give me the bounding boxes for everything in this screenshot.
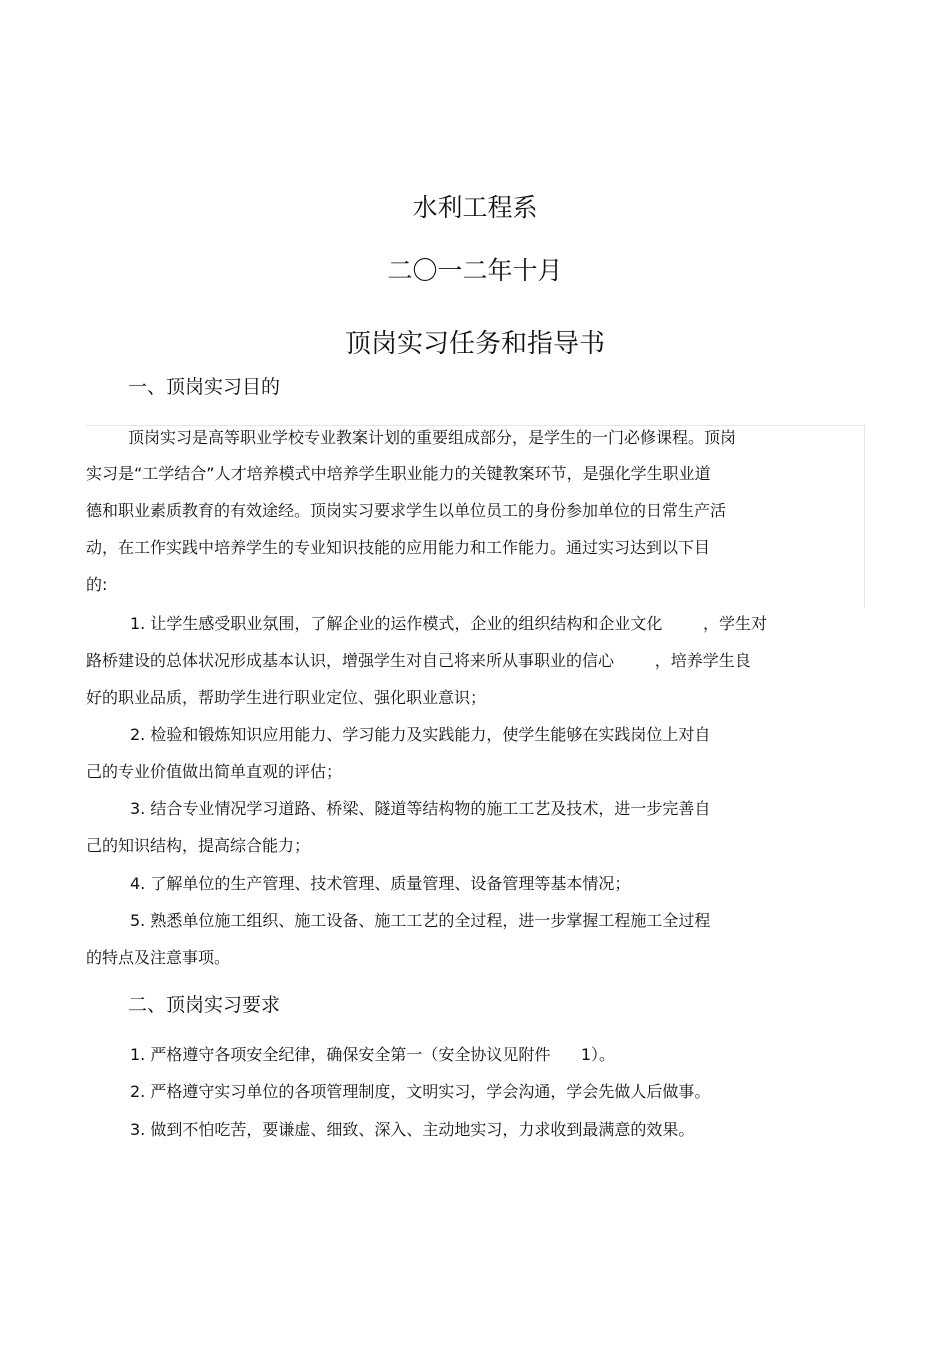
intro-line: 德和职业素质教育的有效途经。顶岗实习要求学生以单位员工的身份参加单位的日常生产活: [86, 501, 727, 520]
requirement-item-3: 3. 做到不怕吃苦，要谦虚、细致、深入、主动地实习，力求收到最满意的效果。: [130, 1120, 695, 1139]
document-date: 二〇一二年十月: [387, 256, 563, 285]
intro-line: 的:: [86, 575, 108, 594]
requirement-item-2: 2. 严格遵守实习单位的各项管理制度，文明实习，学会沟通，学会先做人后做事。: [130, 1082, 711, 1101]
section-heading-requirements: 二、顶岗实习要求: [128, 994, 281, 1016]
purpose-item-3-line: 己的知识结构，提高综合能力；: [86, 836, 311, 855]
department-name: 水利工程系: [412, 193, 538, 222]
purpose-item-4-line: 4. 了解单位的生产管理、技术管理、质量管理、设备管理等基本情况；: [130, 874, 631, 893]
intro-line: 顶岗实习是高等职业学校专业教案计划的重要组成部分，是学生的一门必修课程。顶岗: [128, 428, 737, 447]
purpose-item-1-line: 路桥建设的总体状况形成基本认识，增强学生对自己将来所从事职业的信心 ，培养学生良: [86, 651, 751, 670]
section-heading-purpose: 一、顶岗实习目的: [128, 376, 281, 398]
purpose-item-2-line: 己的专业价值做出简单直观的评估；: [86, 762, 343, 781]
document-title: 顶岗实习任务和指导书: [344, 329, 605, 359]
purpose-item-5-line: 5. 熟悉单位施工组织、施工设备、施工工艺的全过程，进一步掌握工程施工全过程: [130, 911, 711, 930]
purpose-item-1-line: 1. 让学生感受职业氛围，了解企业的运作模式，企业的组织结构和企业文化 ，学生对: [130, 614, 768, 633]
purpose-item-2-line: 2. 检验和锻炼知识应用能力、学习能力及实践能力，使学生能够在实践岗位上对自: [130, 725, 711, 744]
purpose-item-5-line: 的特点及注意事项。: [86, 948, 231, 967]
intro-line: 实习是“工学结合”人才培养模式中培养学生职业能力的关键教案环节，是强化学生职业道: [86, 464, 711, 483]
purpose-item-1-line: 好的职业品质，帮助学生进行职业定位、强化职业意识；: [86, 688, 487, 707]
purpose-item-3-line: 3. 结合专业情况学习道路、桥梁、隧道等结构物的施工工艺及技术，进一步完善自: [130, 799, 711, 818]
intro-line: 动，在工作实践中培养学生的专业知识技能的应用能力和工作能力。通过实习达到以下目: [86, 538, 711, 557]
requirement-item-1: 1. 严格遵守各项安全纪律，确保安全第一（安全协议见附件 1）。: [130, 1045, 616, 1064]
